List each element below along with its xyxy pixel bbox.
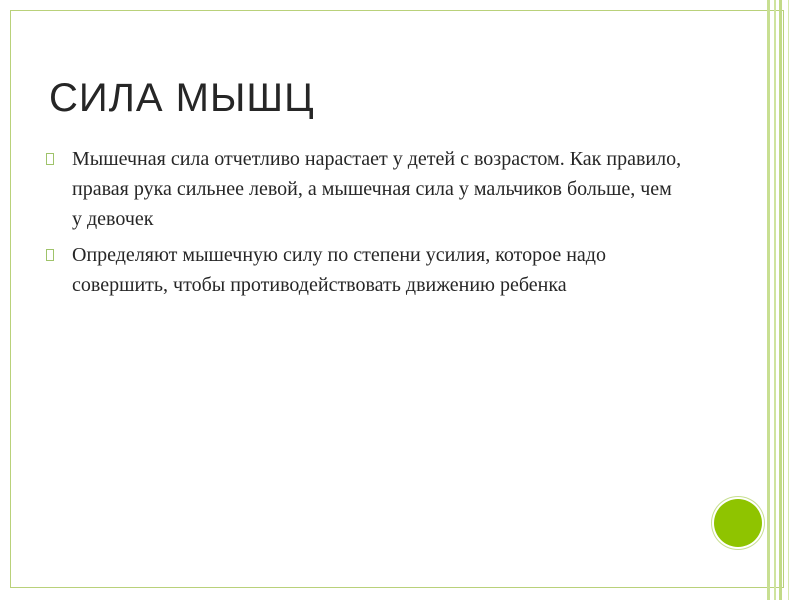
decorative-stripe [788, 0, 789, 600]
bullet-item [44, 144, 684, 234]
bullet-list [44, 144, 684, 306]
slide-title: СИЛА МЫШЦ [49, 76, 315, 120]
bullet-text: Определяют мышечную силу по степени усилия, которое надо совершить, чтобы противодействовать движению ребенка [72, 244, 606, 296]
decorative-stripe [767, 0, 770, 600]
green-circle-icon [714, 499, 762, 547]
bullet-square-icon [46, 249, 54, 261]
bullet-square-icon [46, 153, 54, 165]
decorative-stripe [774, 0, 776, 600]
decorative-stripe [779, 0, 782, 600]
bullet-item [44, 240, 684, 300]
bullet-text: Мышечная сила отчетливо нарастает у детей с возрастом. Как правило, правая рука сильнее левой, а мышечная сила у мальчиков больше, чем у девочек [72, 148, 682, 230]
